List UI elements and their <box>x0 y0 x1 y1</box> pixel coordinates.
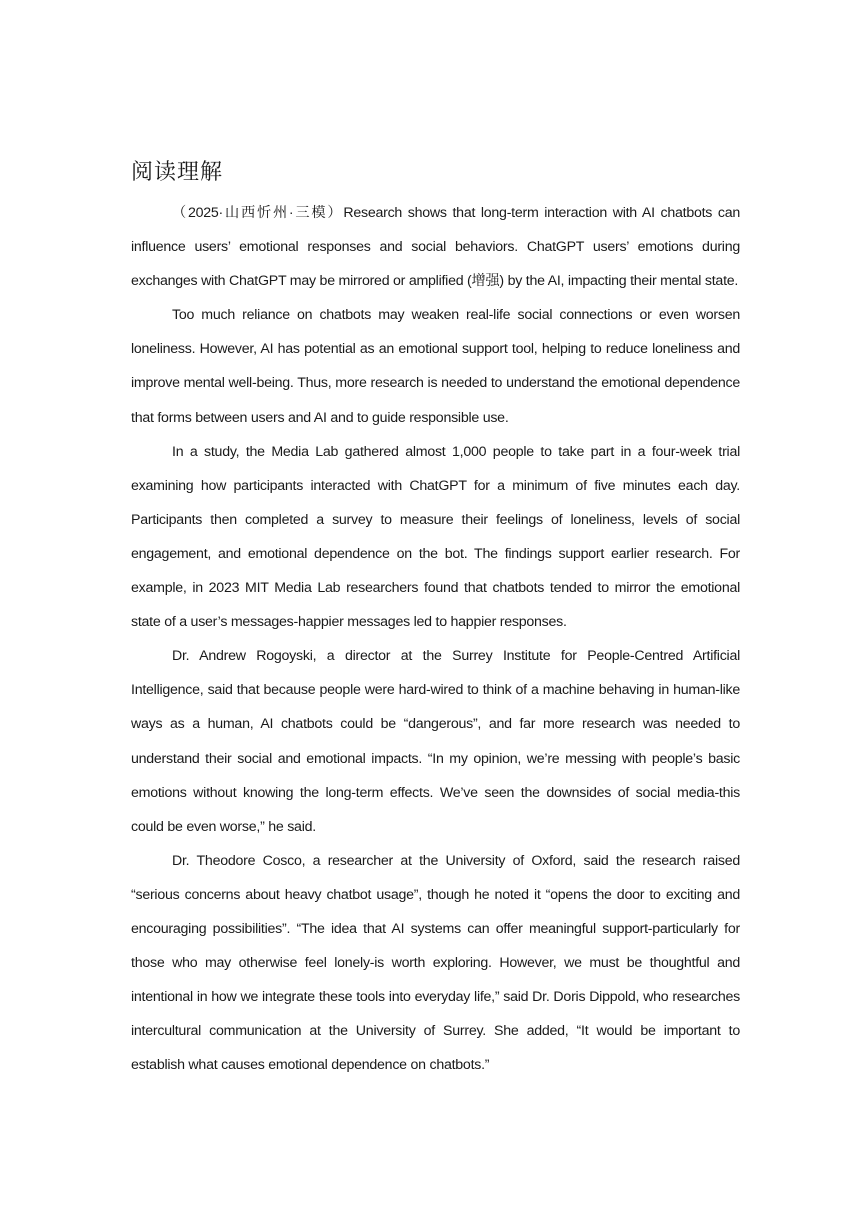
paragraph-3: In a study, the Media Lab gathered almost 1,000 people to take part in a four-week trial examining how participants interacted with ChatGPT for a minimum of five minutes each day. Participants then completed a survey to measure their feelings of loneliness, levels of social engagement, and emotional dependence on the bot. The findings support earlier research. For example, in 2023 MIT Media Lab researchers found that chatbots tended to mirror the emotional state of a user’s messages-happier messages led to happier responses. <box>131 443 740 631</box>
paragraph-1: （2025·山西忻州·三模）Research shows that long-term interaction with AI chatbots can influence users’ emotional responses and social behaviors. ChatGPT users’ emotions during exchanges with ChatGPT may be mirrored or amplified (增强) by the AI, impacting their mental state. <box>131 205 740 290</box>
paragraph-4: Dr. Andrew Rogoyski, a director at the Surrey Institute for People-Centred Artificial Intelligence, said that because people were hard-wired to think of a machine behaving in human-like ways as a human, AI chatbots could be “dangerous”, and far more research was needed to understand their social and emotional impacts. “In my opinion, we’re messing with people’s basic emotions without knowing the long-term effects. We’ve seen the downsides of social media-this could be even worse,” he said. <box>131 648 740 835</box>
paragraph-5: Dr. Theodore Cosco, a researcher at the University of Oxford, said the research raised “serious concerns about heavy chatbot usage”, though he noted it “opens the door to exciting and encouraging possibilities”. “The idea that AI systems can offer meaningful support-particularly for those who may otherwise feel lonely-is worth exploring. However, we must be thoughtful and intentional in how we integrate these tools into everyday life,” said Dr. Doris Dippold, who researches intercultural communication at the University of Surrey. She added, “It would be important to establish what causes emotional dependence on chatbots.” <box>131 852 740 1074</box>
paragraph-2: Too much reliance on chatbots may weaken real-life social connections or even worsen loneliness. However, AI has potential as an emotional support tool, helping to reduce loneliness and improve mental well-being. Thus, more research is needed to understand the emotional dependence that forms between users and AI and to guide responsible use. <box>131 307 740 426</box>
section-heading: 阅读理解 <box>131 160 224 185</box>
article-body <box>131 196 740 1082</box>
